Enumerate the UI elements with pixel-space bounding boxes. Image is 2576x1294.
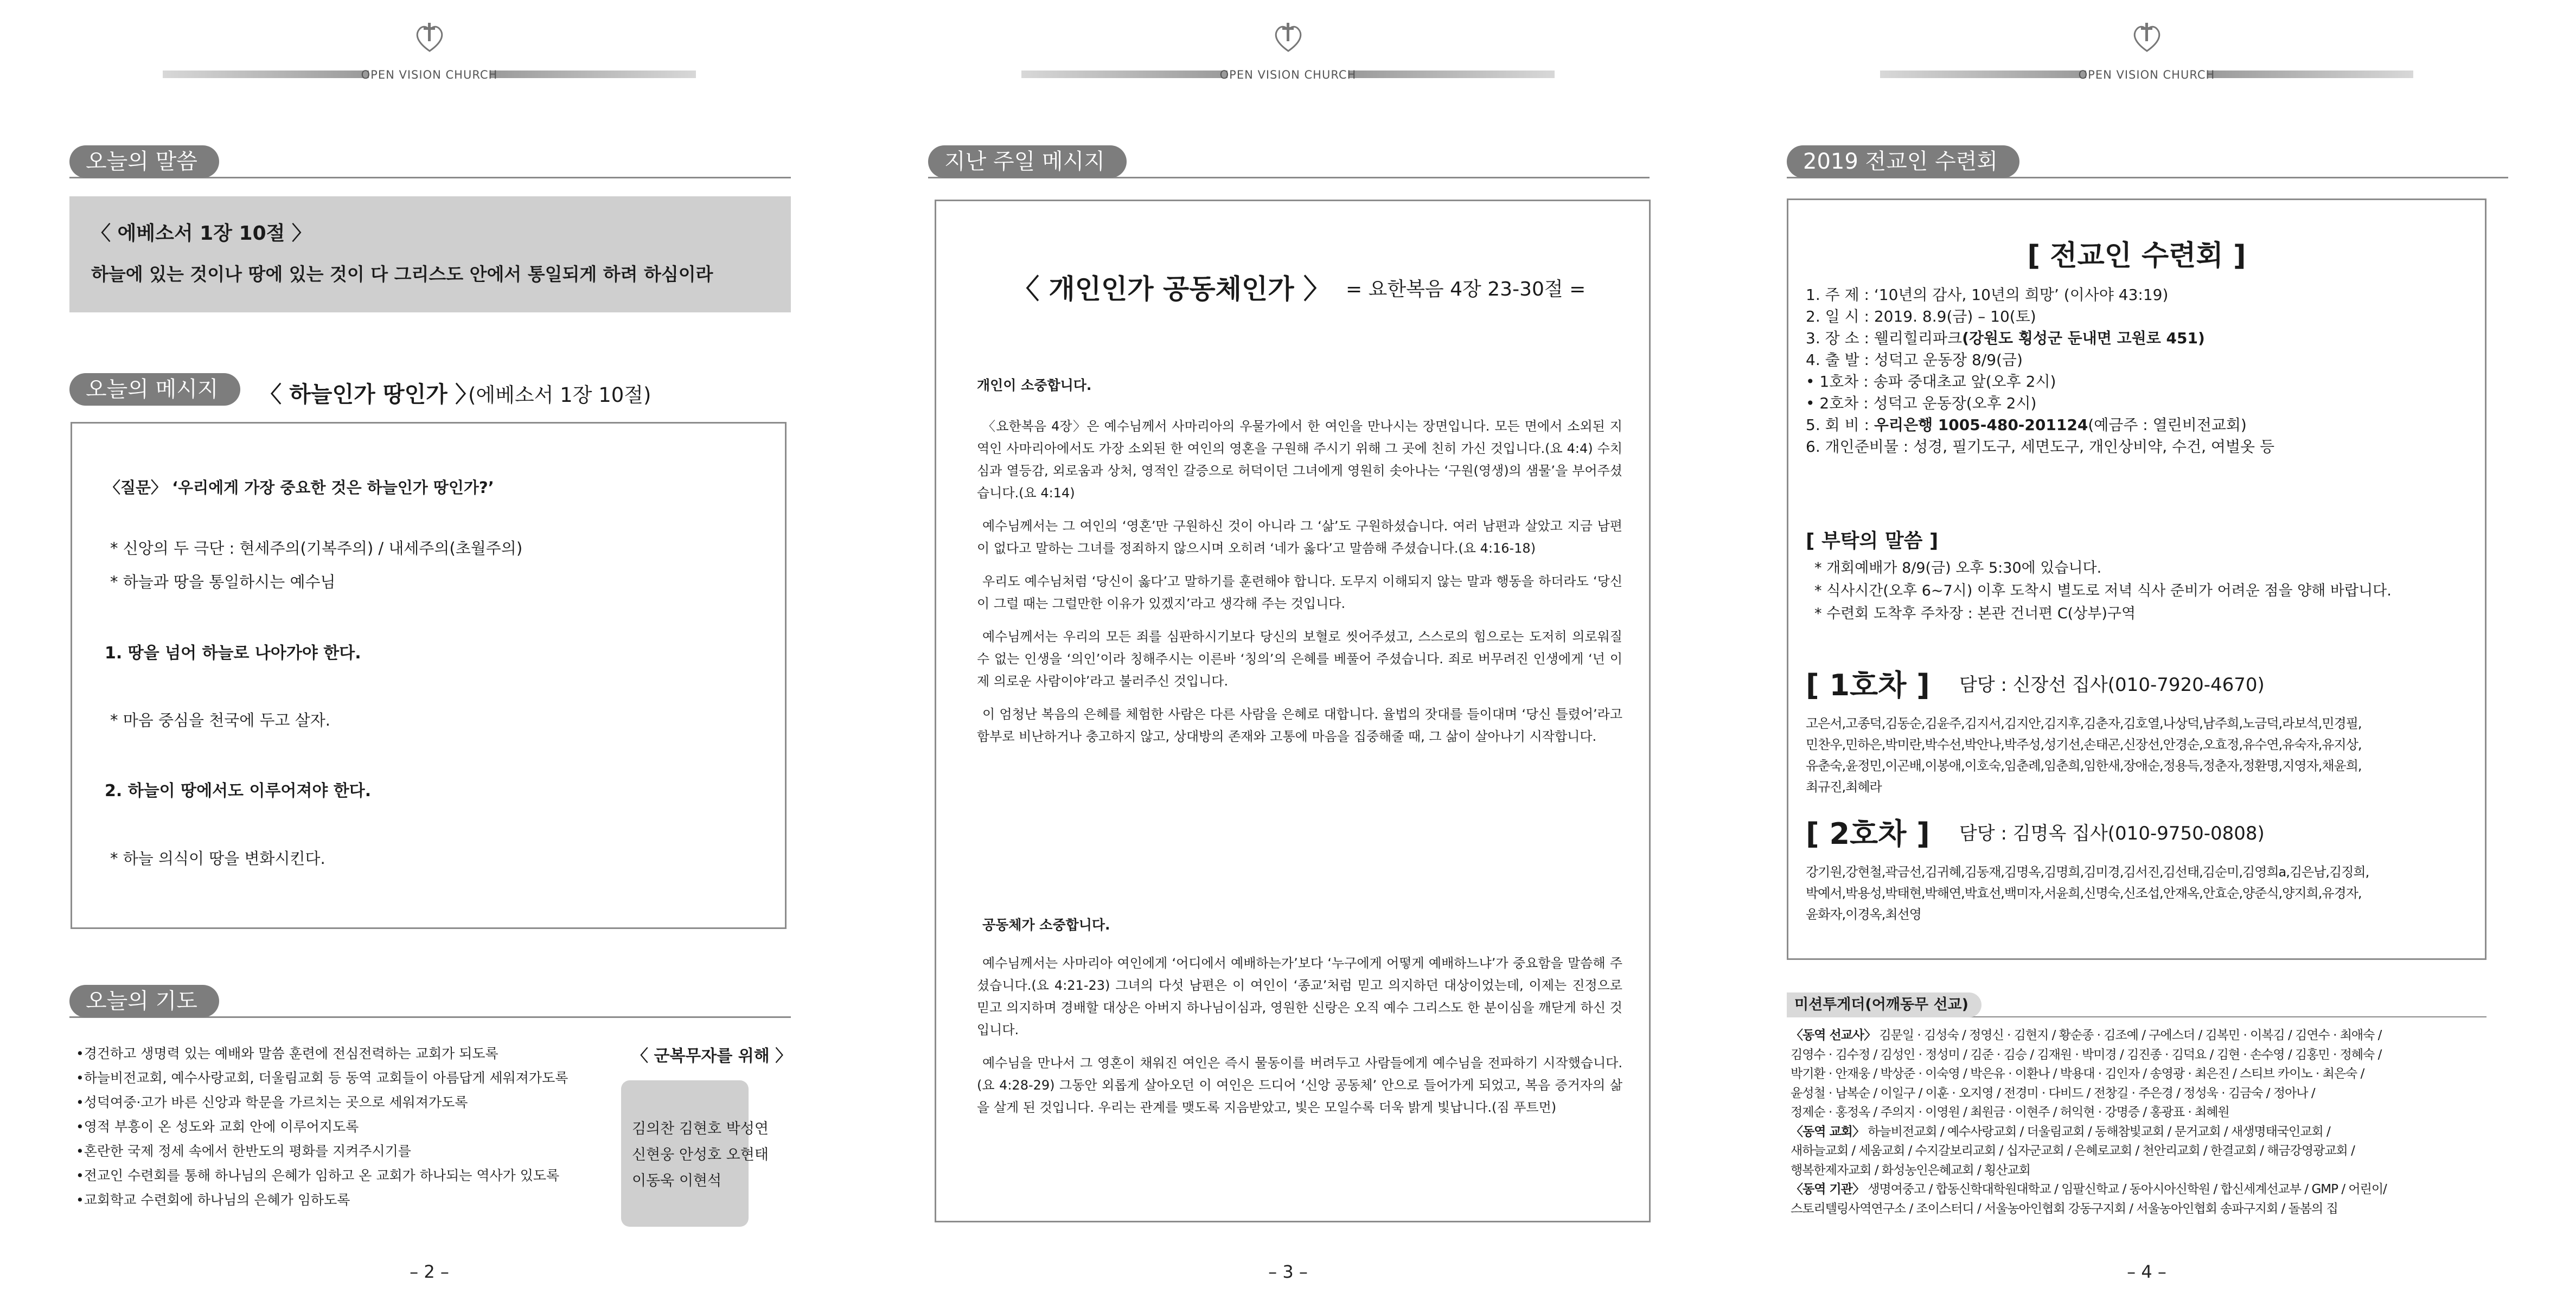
info-line: 6. 개인준비물 : 성경, 필기도구, 세면도구, 개인상비약, 수건, 여벌옷 등	[1806, 438, 2275, 456]
info-line: • 2호차 : 성덕고 운동장(오후 2시)	[1806, 394, 2037, 412]
request-list	[1814, 557, 2392, 625]
info-line: 3. 장 소 : 웰리힐리파크(강원도 횡성군 둔내면 고원로 451)	[1806, 329, 2205, 347]
sermon-part1	[977, 415, 1622, 759]
church-logo-icon	[2129, 20, 2165, 55]
name-row: 윤화자,이경옥,최선영	[1806, 907, 1921, 922]
mission-line: 윤성철 · 남복순 / 이일구 / 이훈 · 오지영 / 전경미 · 다비드 / 전창길 · 주은경 / 정성욱 · 김금숙 / 정아나 /	[1791, 1086, 2315, 1100]
bus1-title: [ 1호차 ]	[1806, 668, 1930, 702]
message-box	[71, 422, 787, 929]
message-heading: 〈 하늘인가 땅인가 〉	[259, 381, 478, 407]
page-number: – 4 –	[2127, 1261, 2166, 1282]
mission-line: 행복한제자교회 / 화성농인은혜교회 / 횡산교회	[1791, 1163, 2030, 1177]
military-names: 김의찬 김현호 박성연	[632, 1120, 769, 1137]
page-2	[0, 0, 859, 1294]
section-message	[69, 373, 791, 406]
mission-line: 〈동역 선교사〉 김문일 · 김성숙 / 정영신 · 김현지 / 황순종 · 김조예 / 구에스더 / 김복민 · 이복김 / 김연수 · 최애숙 /	[1791, 1028, 2382, 1042]
prayer-item: •성덕여중·고가 바른 신앙과 학문을 가르치는 곳으로 세워져가도록	[76, 1094, 468, 1110]
sermon-paragraph: 〈요한복음 4장〉은 예수님께서 사마리아의 우물가에서 한 여인을 만나시는 장면입니다. 모든 면에서 소외된 지역인 사마리아에서도 가장 소외된 한 여인의 영혼을 구원해 주시기 위해 그 곳에 친히 가신 것입니다.(요 4:4) 수치심과 열등감, 외로움과 상처, 영적인 갈증으로 허덕이던 그녀에게 영원히 솟아나는 ‘구원(영생)의 샘물’을 부어주셨습니다.(요 4:14)	[977, 419, 1622, 501]
info-line: 4. 출 발 : 성덕고 운동장 8/9(금)	[1806, 351, 2023, 369]
mission-title: 미션투게더(어깨동무 선교)	[1787, 992, 1981, 1017]
section-retreat	[1787, 145, 2508, 178]
mission-list	[1791, 1026, 2490, 1219]
name-row: 강기원,강현철,곽금선,김귀혜,김동재,김명옥,김명희,김미경,김서진,김선태,김순미,김영희a,김은남,김징희,	[1806, 864, 2369, 880]
prayer-item: •경건하고 생명력 있는 예배와 말씀 훈련에 전심전력하는 교회가 되도록	[76, 1046, 498, 1061]
retreat-info	[1806, 284, 2274, 458]
mission-line: 김영수 · 김수정 / 김성인 · 정성미 / 김준 · 김승 / 김재원 · 박미경 / 김진종 · 김덕요 / 김현 · 손수영 / 김홍민 · 정혜숙 /	[1791, 1047, 2382, 1062]
church-name: OPEN VISION CHURCH	[361, 68, 498, 81]
page-3	[859, 0, 1717, 1294]
sermon-part2	[977, 952, 1622, 1130]
name-row: 최규진,최혜라	[1806, 779, 1882, 795]
message-line: * 하늘과 땅을 통일하시는 예수님	[110, 573, 336, 591]
bus2-leader: 담당 : 김명옥 집사(010-9750-0808)	[1959, 823, 2265, 844]
section-title: 2019 전교인 수련회	[1787, 145, 2019, 178]
church-name: OPEN VISION CHURCH	[2078, 68, 2215, 81]
sermon-paragraph: 예수님께서는 사마리아 여인에게 ‘어디에서 예배하는가’보다 ‘누구에게 어떻게 예배하느냐’가 중요함을 말씀해 주셨습니다.(요 4:21-23) 그녀의 다섯 남편은 이 여인이 ‘종교’처럼 믿고 의지하던 대상이었는데, 이제는 진정으로 믿고 의지하며 경배할 대상은 아버지 하나님이심과, 영원한 신랑은 오직 예수 그리스도 한 분이심을 깨닫게 하신 것입니다.	[977, 956, 1622, 1037]
section-prayer	[69, 985, 791, 1017]
info-line: • 1호차 : 송파 중대초교 앞(오후 2시)	[1806, 373, 2056, 390]
section-today-word	[69, 145, 791, 178]
mission-line: 박기환 · 안재웅 / 박상준 · 이숙영 / 박은유 · 이환나 / 박용대 · 김인자 / 송영광 · 최은진 / 스티브 카이노 · 최은숙 /	[1791, 1067, 2364, 1081]
sermon-box	[935, 200, 1651, 1222]
military-names-box	[621, 1080, 769, 1227]
bus2-names	[1806, 862, 2369, 925]
prayer-item: •혼란한 국제 정세 속에서 한반도의 평화를 지켜주시기를	[76, 1143, 411, 1159]
name-row: 민찬우,민하은,박미란,박수선,박안나,박주성,성기선,손태곤,신장선,안경순,오효정,유수연,유숙자,유지상,	[1806, 737, 2362, 752]
mission-line: 〈동역 기관〉 생명여중고 / 합동신학대학원대학교 / 임팔신학교 / 동아시아신학원 / 합신세계선교부 / GMP / 어린이/	[1791, 1182, 2387, 1196]
mission-line: 스토리텔링사역연구소 / 조이스터디 / 서울농아인협회 강동구지회 / 서울농아인협회 송파구지회 / 돌봄의 집	[1791, 1201, 2338, 1216]
section-mission	[1787, 992, 2486, 1017]
section-title: 오늘의 기도	[69, 985, 219, 1017]
prayer-item: •교회학교 수련회에 하나님의 은혜가 임하도록	[76, 1192, 350, 1208]
military-names: 이동욱 이현석	[632, 1173, 722, 1189]
request-item: * 개회예배가 8/9(금) 오후 5:30에 있습니다.	[1814, 560, 2102, 576]
page-header	[1717, 12, 2576, 81]
sermon-heading: 〈 개인인가 공동체인가 〉	[1012, 273, 1331, 305]
name-row: 유춘숙,윤정민,이곤배,이봉애,이호숙,임춘례,임춘희,임한새,장애순,정용득,정춘자,정환명,지영자,채윤희,	[1806, 758, 2362, 773]
verse-reference: 〈 에베소서 1장 10절 〉	[91, 222, 311, 245]
sermon-ref: = 요한복음 4장 23-30절 =	[1346, 278, 1586, 300]
sermon-paragraph: 예수님께서는 우리의 모든 죄를 심판하시기보다 당신의 보혈로 씻어주셨고, 스스로의 힘으로는 도저히 의로워질 수 없는 인생을 ‘의인’이라 칭해주시는 이른바 ‘칭의’의 은혜를 베풀어 주셨습니다. 죄로 버무려진 인생에게 ‘넌 이제 의로운 사람이야’라고 불러주신 것입니다.	[977, 629, 1622, 689]
prayer-item: •영적 부흥이 온 성도와 교회 안에 이루어지도록	[76, 1119, 359, 1135]
info-line: 2. 일 시 : 2019. 8.9(금) – 10(토)	[1806, 308, 2036, 325]
church-logo-icon	[412, 20, 448, 55]
message-point: 2. 하늘이 땅에서도 이루어져야 한다.	[105, 781, 372, 800]
page-header	[0, 12, 859, 81]
retreat-box	[1787, 198, 2486, 960]
info-line: 1. 주 제 : ‘10년의 감사, 10년의 희망’ (이사야 43:19)	[1806, 286, 2169, 304]
sermon-subheading: 개인이 소중합니다.	[977, 377, 1092, 393]
message-heading-ref: (에베소서 1장 10절)	[468, 383, 651, 407]
message-point: 1. 땅을 넘어 하늘로 나아가야 한다.	[105, 644, 361, 663]
request-item: * 수련회 도착후 주차장 : 본관 건너편 C(상부)구역	[1814, 605, 2136, 622]
page-number: – 2 –	[410, 1261, 449, 1282]
bus2-title: [ 2호차 ]	[1806, 817, 1930, 851]
section-title: 지난 주일 메시지	[928, 145, 1127, 178]
message-line: * 하늘 의식이 땅을 변화시킨다.	[110, 849, 325, 868]
retreat-title: [ 전교인 수련회 ]	[2027, 240, 2246, 272]
church-logo-icon	[1270, 20, 1306, 55]
sermon-paragraph: 이 엄청난 복음의 은혜를 체험한 사람은 다른 사람을 은혜로 대합니다. 율법의 잣대를 들이대며 ‘당신 틀렸어’라고 함부로 비난하거나 충고하지 않고, 상대방의 존재와 고통에 마음을 집중해줄 때, 그 삶이 살아나기 시작합니다.	[977, 707, 1622, 744]
message-line: * 마음 중심을 천국에 두고 살자.	[110, 711, 330, 729]
request-title: [ 부탁의 말씀 ]	[1806, 530, 1939, 552]
info-line: 5. 회 비 : 우리은행 1005-480-201124(예금주 : 열린비전교회)	[1806, 416, 2247, 434]
verse-text: 하늘에 있는 것이나 땅에 있는 것이 다 그리스도 안에서 통일되게 하려 하심이라	[91, 264, 713, 285]
request-item: * 식사시간(오후 6~7시) 이후 도착시 별도로 저녁 식사 준비가 어려운 점을 양해 바랍니다.	[1814, 582, 2392, 599]
bus1-names	[1806, 713, 2362, 798]
sermon-paragraph: 우리도 예수님처럼 ‘당신이 옳다’고 말하기를 훈련해야 합니다. 도무지 이해되지 않는 말과 행동을 하더라도 ‘당신이 그럴 때는 그럴만한 이유가 있겠지’라고 생각해 주는 것입니다.	[977, 574, 1622, 611]
military-title: 〈 군복무자를 위해 〉	[632, 1047, 792, 1066]
church-name: OPEN VISION CHURCH	[1219, 68, 1357, 81]
sermon-paragraph: 예수님께서는 그 여인의 ‘영혼’만 구원하신 것이 아니라 그 ‘삶’도 구원하셨습니다. 여러 남편과 살았고 지금 남편이 없다고 말하는 그녀를 정죄하지 않으시며 오히려 ‘네가 옳다’고 말씀해 주셨습니다.(요 4:16-18)	[977, 518, 1622, 556]
page-4	[1717, 0, 2576, 1294]
section-title: 오늘의 메시지	[69, 373, 240, 406]
name-row: 고은서,고종덕,김동순,김윤주,김지서,김지안,김지후,김춘자,김호열,나상덕,남주희,노금덕,라보석,민경필,	[1806, 716, 2362, 731]
page-header	[859, 12, 1717, 81]
mission-line: 정제순 · 홍정옥 / 주의지 · 이영원 / 최원금 · 이현주 / 허익현 · 강명증 / 홍광표 · 최혜원	[1791, 1105, 2229, 1119]
name-row: 박예서,박용성,박태현,박해연,박효선,백미자,서윤희,신명숙,신조섭,안재옥,안효순,양준식,양지희,유경자,	[1806, 886, 2362, 901]
message-line: * 신앙의 두 극단 : 현세주의(기복주의) / 내세주의(초월주의)	[110, 539, 523, 558]
mission-line: 새하늘교회 / 세움교회 / 수지갈보리교회 / 십자군교회 / 은혜로교회 / 천안리교회 / 한결교회 / 해금강영광교회 /	[1791, 1144, 2355, 1158]
military-names: 신현웅 안성호 오현태	[632, 1146, 769, 1163]
sermon-subheading: 공동체가 소중합니다.	[982, 917, 1110, 933]
page-number: – 3 –	[1268, 1261, 1308, 1282]
prayer-item: •하늘비전교회, 예수사랑교회, 더울림교회 등 동역 교회들이 아름답게 세워져가도록	[76, 1070, 568, 1086]
section-last-message	[928, 145, 1650, 178]
mission-line: 〈동역 교회〉 하늘비전교회 / 예수사랑교회 / 더울림교회 / 동해참빛교회 / 문거교회 / 새생명태국인교회 /	[1791, 1124, 2330, 1139]
verse-box	[69, 196, 791, 312]
prayer-list	[76, 1041, 624, 1212]
bus1-leader: 담당 : 신장선 집사(010-7920-4670)	[1959, 674, 2265, 696]
sermon-paragraph: 예수님을 만나서 그 영혼이 채워진 여인은 즉시 물동이를 버려두고 사람들에게 예수님을 전파하기 시작했습니다.(요 4:28-29) 그동안 외롭게 살아오던 이 여인은 드디어 ‘신앙 공동체’ 안으로 들어가게 되었고, 복음 증거자의 삶을 살게 된 것입니다. 우리는 관계를 맺도록 지음받았고, 빛은 모일수록 더욱 밝게 빛납니다.(짐 푸트먼)	[977, 1055, 1622, 1115]
question: 〈질문〉 ‘우리에게 가장 중요한 것은 하늘인가 땅인가?’	[105, 478, 494, 497]
prayer-item: •전교인 수련회를 통해 하나님의 은혜가 임하고 온 교회가 하나되는 역사가 있도록	[76, 1168, 560, 1183]
section-title: 오늘의 말씀	[69, 145, 219, 178]
